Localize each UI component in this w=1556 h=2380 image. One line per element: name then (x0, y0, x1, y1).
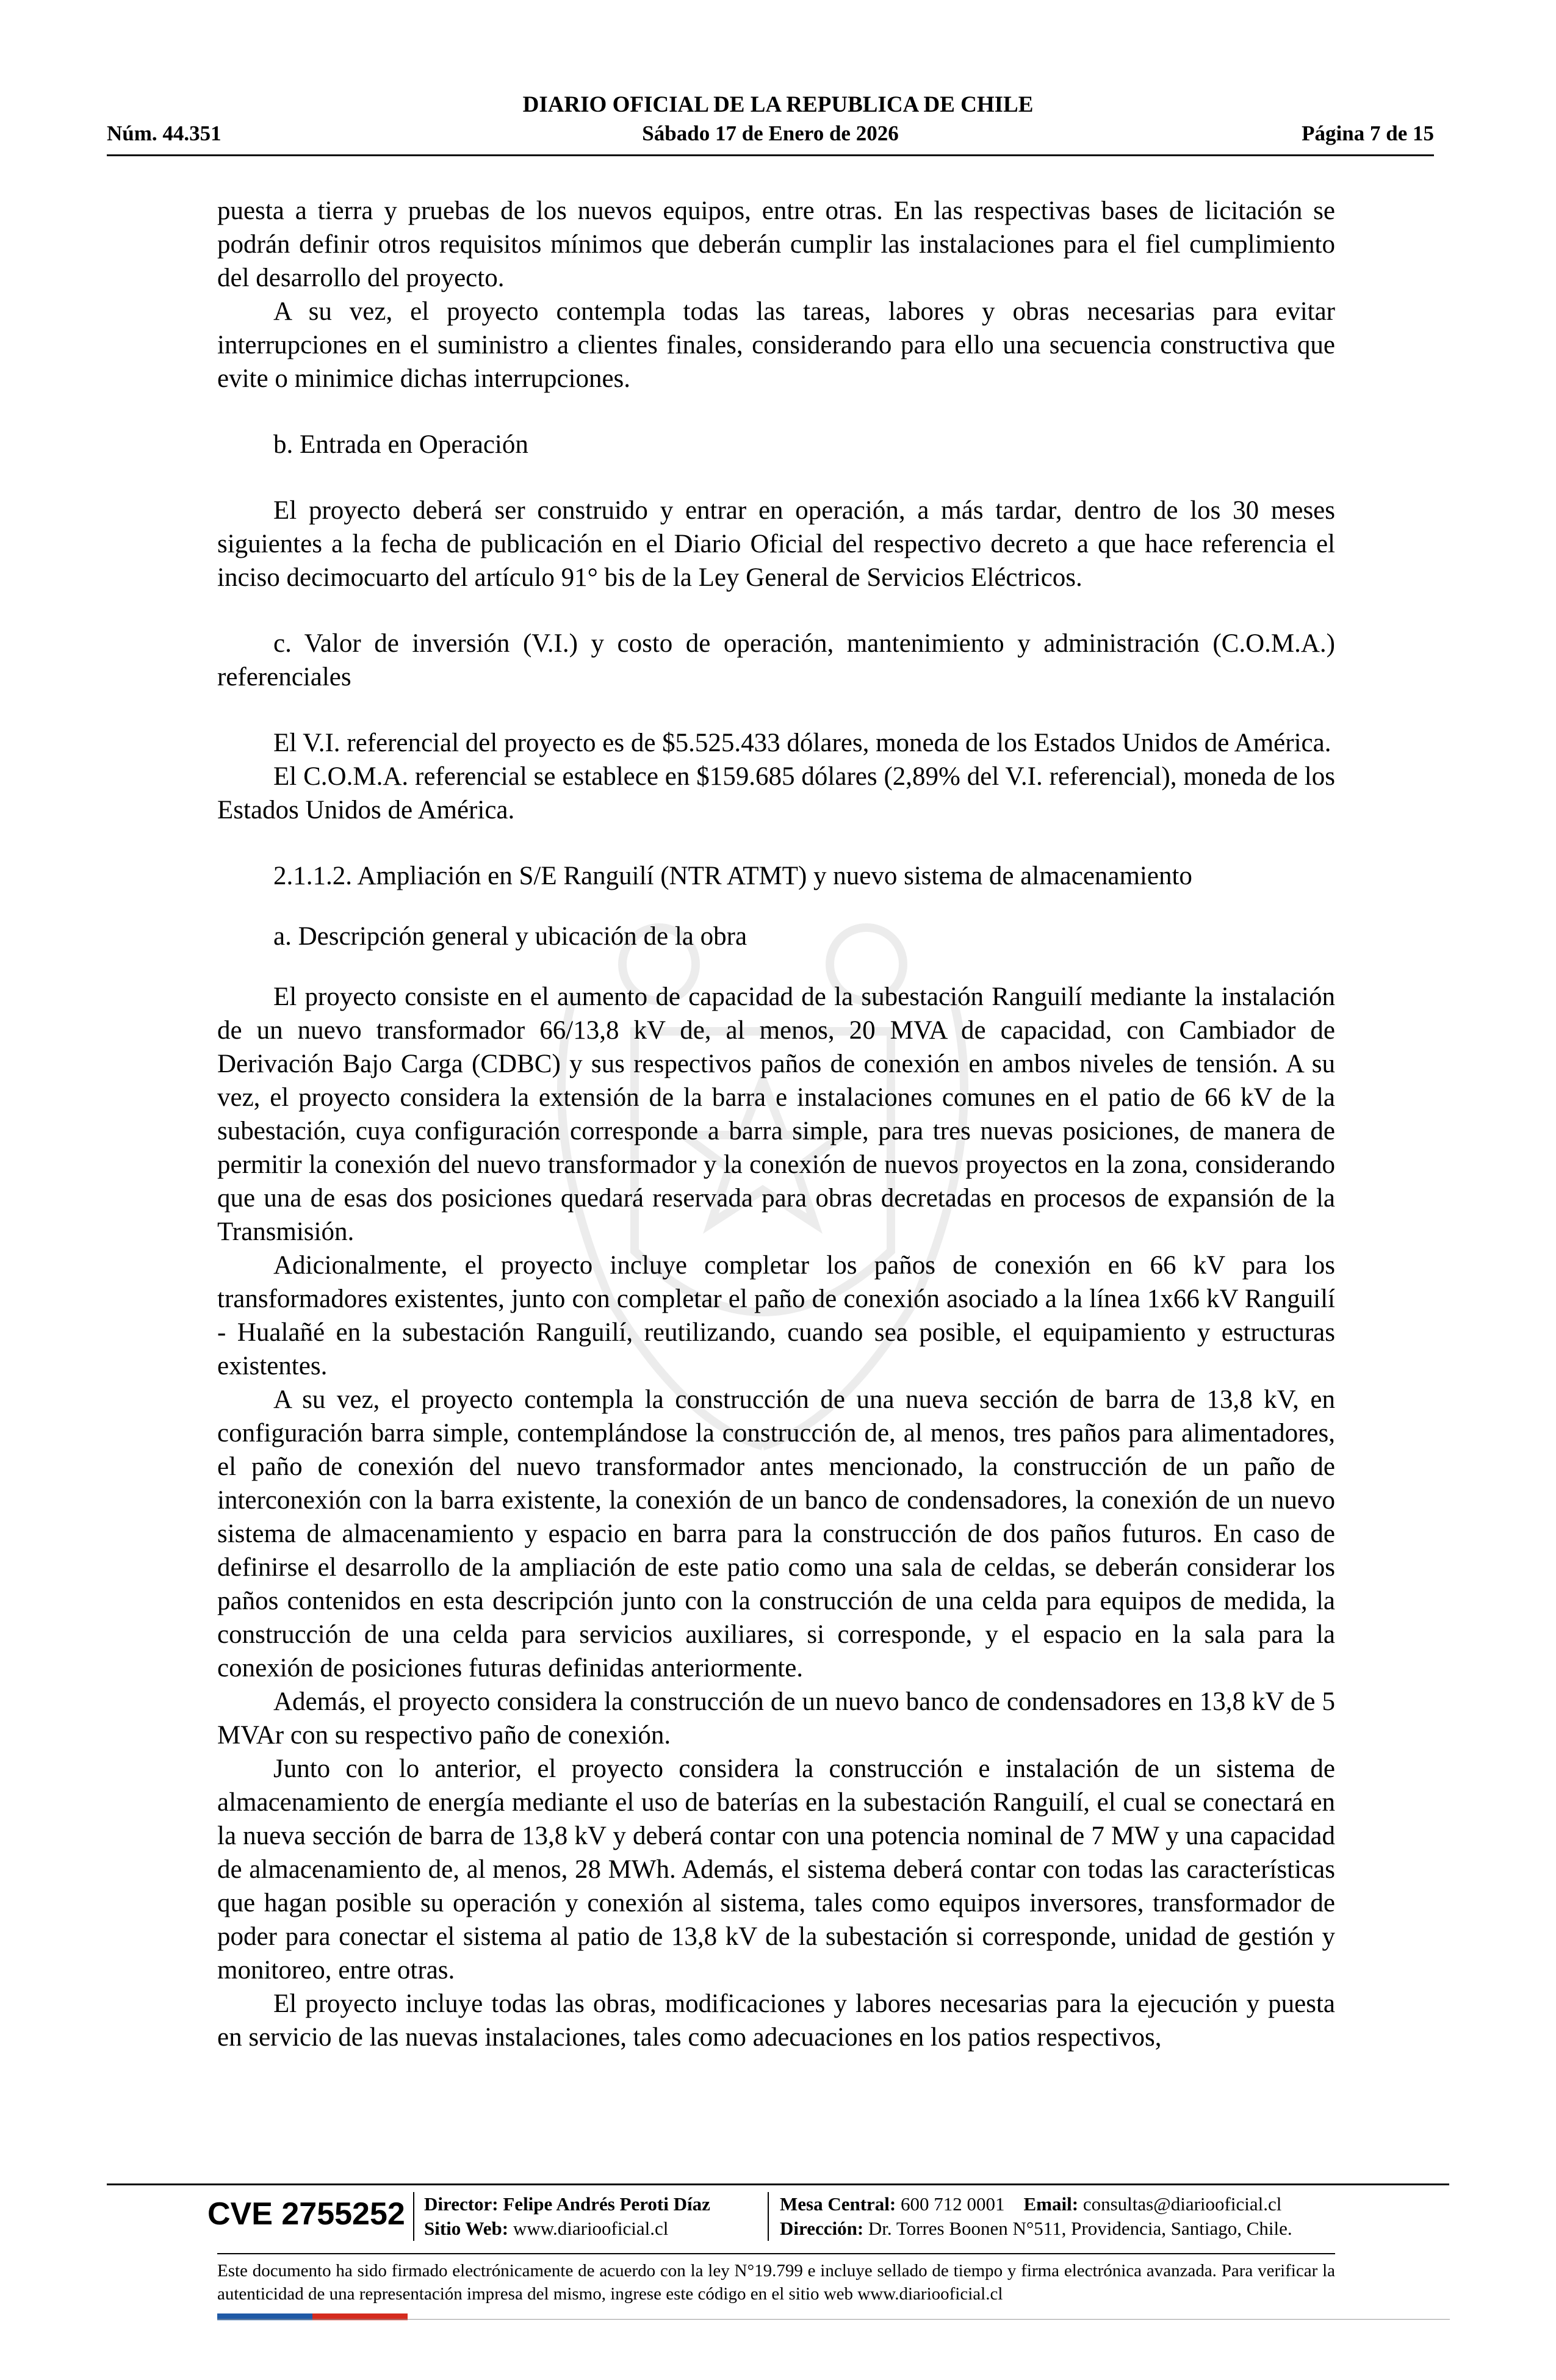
signature-disclaimer: Este documento ha sido firmado electrónicamente de acuerdo con la ley N°19.799 e incluye sellado de tiempo y firma electrónica avanzada. Para verificar la autenticidad de una representación impresa del mismo, ingrese este código en el sitio web www.diariooficial.cl (217, 2261, 1335, 2304)
section-heading-c: c. Valor de inversión (V.I.) y costo de operación, mantenimiento y administración (C.O.M.A.) referenciales (217, 629, 1335, 691)
paragraph: Junto con lo anterior, el proyecto considera la construcción e instalación de un sistema de almacenamiento de energía mediante el uso de baterías en la subestación Ranguilí, el cual se conectará en la nueva sección de barra de 13,8 kV y deberá contar con una potencia nominal de 7 MW y una capacidad de almacenamiento de, al menos, 28 MWh. Además, el sistema deberá contar con todas las características que hagan posible su operación y conexión al sistema, tales como equipos inversores, transformador de poder para conectar el sistema al patio de 13,8 kV de la subestación si corresponde, unidad de gestión y monitoreo, entre otras. (217, 1754, 1335, 1985)
paragraph: Adicionalmente, el proyecto incluye completar los paños de conexión en 66 kV para los transformadores existentes, junto con completar el paño de conexión asociado a la línea 1x66 kV Ranguilí - Hualañé en la subestación Ranguilí, reutilizando, cuando sea posible, el equipamiento y estructuras existentes. (217, 1251, 1335, 1380)
director-name: Felipe Andrés Peroti Díaz (503, 2193, 710, 2215)
paragraph: Además, el proyecto considera la construcción de un nuevo banco de condensadores en 13,8 kV de 5 MVAr con su respectivo paño de conexión. (217, 1687, 1335, 1750)
footer-bottom-line (217, 2319, 1450, 2320)
website-link[interactable]: www.diariooficial.cl (513, 2218, 669, 2239)
section-heading-2112: 2.1.1.2. Ampliación en S/E Ranguilí (NTR ATMT) y nuevo sistema de almacenamiento (273, 862, 1192, 890)
paragraph: A su vez, el proyecto contempla todas las tareas, labores y obras necesarias para evitar interrupciones en el suministro a clientes finales, considerando para ello una secuencia constructiva que evite o minimice dichas interrupciones. (217, 297, 1335, 393)
footer-separator (768, 2192, 769, 2241)
mesa-phone: 600 712 0001 (901, 2193, 1005, 2215)
paragraph: El proyecto consiste en el aumento de capacidad de la subestación Ranguilí mediante la instalación de un nuevo transformador 66/13,8 kV de, al menos, 20 MVA de capacidad, con Cambiador de Derivación Bajo Carga (CDBC) y sus respectivos paños de conexión en ambos niveles de tensión. A su vez, el proyecto considera la extensión de la barra e instalaciones comunes en el patio de 66 kV de la subestación, cuya configuración corresponde a barra simple, para tres nuevas posiciones, de manera de permitir la conexión del nuevo transformador y la conexión de nuevos proyectos en la zona, considerando que una de esas dos posiciones quedará reservada para obras decretadas en procesos de expansión de la Transmisión. (217, 983, 1335, 1246)
newspaper-title: DIARIO OFICIAL DE LA REPUBLICA DE CHILE (522, 92, 1034, 117)
website-label: Sitio Web: (424, 2218, 509, 2239)
issue-number: Núm. 44.351 (107, 121, 222, 145)
paragraph: El C.O.M.A. referencial se establece en $159.685 dólares (2,89% del V.I. referencial), moneda de los Estados Unidos de América. (217, 762, 1335, 824)
paragraph: puesta a tierra y pruebas de los nuevos equipos, entre otras. En las respectivas bases de licitación se podrán definir otros requisitos mínimos que deberán cumplir las instalaciones para el fiel cumplimiento del desarrollo del proyecto. (217, 197, 1335, 292)
section-heading-a: a. Descripción general y ubicación de la obra (273, 922, 747, 951)
cve-code: CVE 2755252 (207, 2196, 405, 2232)
article-body (217, 194, 1335, 2054)
paragraph: El proyecto deberá ser construido y entrar en operación, a más tardar, dentro de los 30 meses siguientes a la fecha de publicación en el Diario Oficial del respectivo decreto a que hace referencia el inciso decimocuarto del artículo 91° bis de la Ley General de Servicios Eléctricos. (217, 496, 1335, 592)
director-label: Director: (424, 2193, 499, 2215)
mesa-label: Mesa Central: (780, 2193, 896, 2215)
address-label: Dirección: (780, 2218, 864, 2239)
section-heading-b: b. Entrada en Operación (273, 430, 528, 459)
footer-divider (107, 2183, 1449, 2185)
paragraph: A su vez, el proyecto contempla la construcción de una nueva sección de barra de 13,8 kV, en configuración barra simple, contemplándose la construcción de, al menos, tres paños para alimentadores, el paño de conexión del nuevo transformador antes mencionado, la construcción de un paño de interconexión con la barra existente, la conexión de un banco de condensadores, la conexión de un nuevo sistema de almacenamiento y espacio en barra para la construcción de dos paños futuros. En caso de definirse el desarrollo de la ampliación de este patio como una sala de celdas, se deberán considerar los paños contenidos en esta descripción junto con la construcción de una celda para equipos de medida, la construcción de una celda para servicios auxiliares, si corresponde, y el espacio en la sala para la conexión de posiciones futuras definidas anteriormente. (217, 1385, 1335, 1682)
email-label: Email: (1023, 2193, 1079, 2215)
footer-contact-block (780, 2192, 1292, 2241)
footer-director-block (424, 2192, 710, 2241)
footer-divider (217, 2253, 1335, 2254)
paragraph: El V.I. referencial del proyecto es de $5.525.433 dólares, moneda de los Estados Unidos de América. (273, 729, 1331, 757)
page-number: Página 7 de 15 (1302, 121, 1434, 145)
issue-date: Sábado 17 de Enero de 2026 (642, 121, 899, 145)
email-link[interactable]: consultas@diariooficial.cl (1082, 2193, 1282, 2215)
footer-separator (413, 2192, 414, 2241)
header-divider (107, 154, 1434, 156)
paragraph: El proyecto incluye todas las obras, modificaciones y labores necesarias para la ejecución y puesta en servicio de las nuevas instalaciones, tales como adecuaciones en los patios respectivos, (217, 1989, 1335, 2052)
address-text: Dr. Torres Boonen N°511, Providencia, Santiago, Chile. (868, 2218, 1292, 2239)
